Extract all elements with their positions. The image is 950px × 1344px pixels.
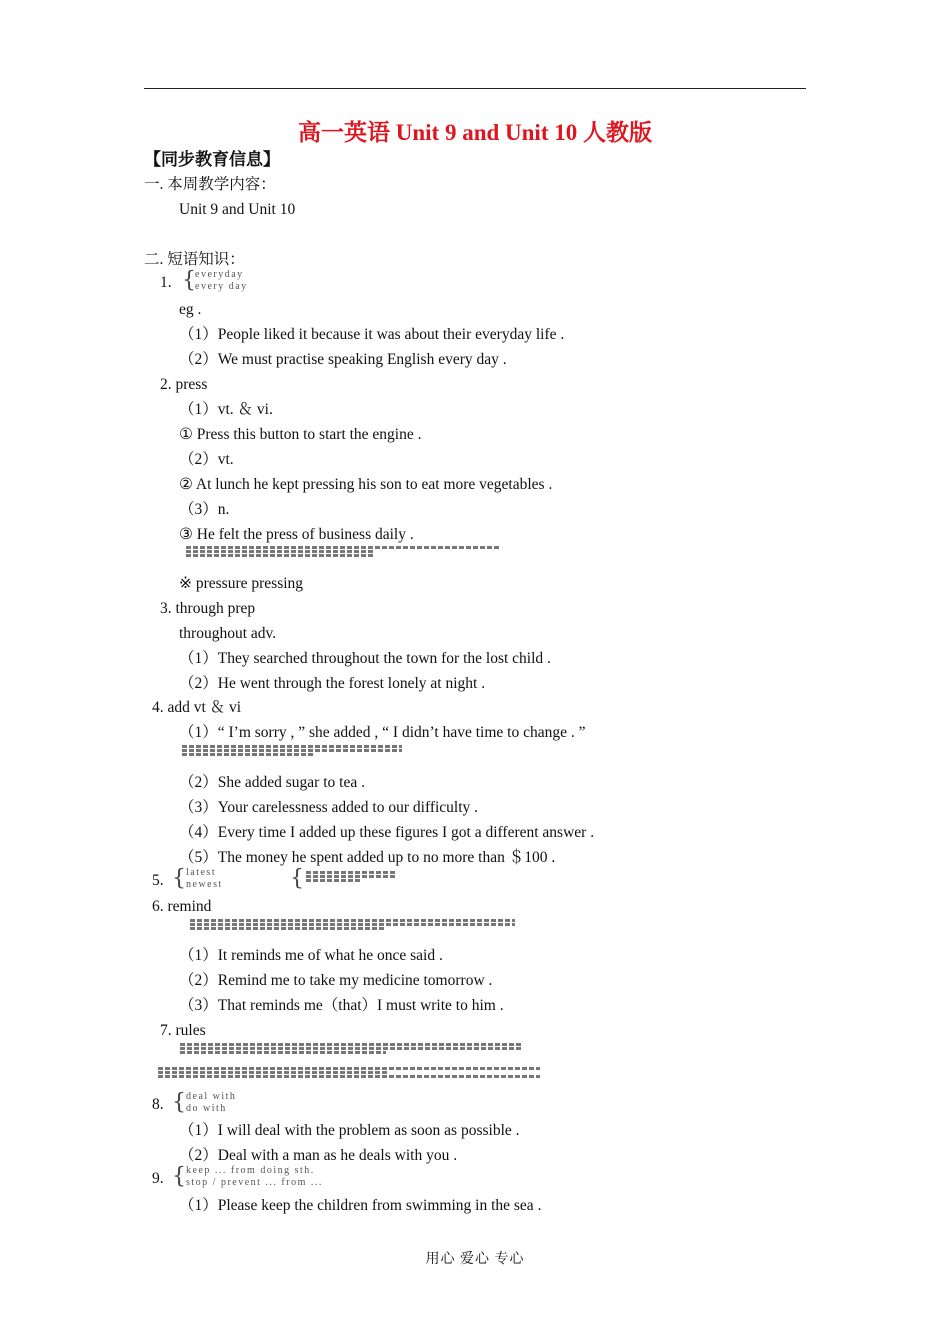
item6-phrase-graphic (190, 918, 515, 934)
item6-example-3: （3）That reminds me（that）I must write to him . (179, 997, 504, 1014)
item4-example-1: （1）“ I’m sorry , ” she added , “ I didn’t have time to change . ” (179, 724, 586, 741)
item8-number: 8. (152, 1096, 164, 1113)
item2-example-1: ① Press this button to start the engine . (179, 426, 422, 443)
item1-brace-b: every day (195, 281, 248, 292)
item1-example-2: （2）We must practise speaking English every day . (179, 351, 507, 368)
page-footer: 用心 爱心 专心 (425, 1252, 525, 1267)
item6-example-1: （1）It reminds me of what he once said . (179, 947, 443, 964)
item4-phrase-graphic (182, 744, 402, 760)
item2-heading: 2. press (160, 376, 208, 393)
item9-brace-b: stop / prevent ... from ... (186, 1177, 323, 1188)
item9-number: 9. (152, 1170, 164, 1187)
item3-heading: 3. through prep (160, 600, 256, 617)
item2-example-3: ③ He felt the press of business daily . (179, 526, 414, 543)
item7-phrase-graphic-2 (158, 1066, 540, 1082)
item3-sub: throughout adv. (179, 625, 277, 642)
item4-example-4: （4）Every time I added up these figures I got a different answer . (179, 824, 595, 841)
item5-number: 5. (152, 872, 164, 889)
item1-example-1: （1）People liked it because it was about their everyday life . (179, 326, 565, 343)
item4-heading: 4. add vt ＆ vi (152, 699, 242, 716)
item2-example-2: ② At lunch he kept pressing his son to eat more vegetables . (179, 476, 553, 493)
item9-example-1: （1）Please keep the children from swimming in the sea . (179, 1197, 542, 1214)
item2-phrase-graphic (186, 545, 501, 561)
brace-icon: { (172, 866, 186, 891)
item1-number: 1. (160, 274, 172, 291)
brace-icon: { (172, 1164, 186, 1189)
item8-example-1: （1）I will deal with the problem as soon as possible . (179, 1122, 520, 1139)
item6-heading: 6. remind (152, 898, 212, 915)
item2-sense-2: （2）vt. (179, 451, 234, 468)
brace-icon: { (172, 1090, 186, 1115)
item3-example-2: （2）He went through the forest lonely at night . (179, 675, 486, 692)
item8-brace-a: deal with (186, 1091, 237, 1102)
item5-brace-a: latest (186, 867, 217, 878)
item4-example-3: （3）Your carelessness added to our difficulty . (179, 799, 479, 816)
header-rule (144, 88, 806, 89)
item3-example-1: （1）They searched throughout the town for the lost child . (179, 650, 551, 667)
item9-brace-a: keep ... from doing sth. (186, 1165, 315, 1176)
item4-example-5: （5）The money he spent added up to no more than ＄100 . (179, 849, 556, 866)
part1-content: Unit 9 and Unit 10 (179, 201, 296, 218)
item5-brace-b: newest (186, 879, 223, 890)
item1-brace-a: everyday (195, 269, 244, 280)
brace-icon: { (182, 268, 196, 293)
section-header: 【同步教育信息】 (144, 150, 280, 169)
item7-heading: 7. rules (160, 1022, 206, 1039)
document-title: 高一英语 Unit 9 and Unit 10 人教版 (298, 120, 652, 145)
item5-phrase-graphic (306, 870, 396, 886)
part1-heading: 一. 本周教学内容： (144, 176, 276, 193)
part2-heading: 二. 短语知识： (144, 251, 245, 268)
brace-icon: { (290, 866, 304, 891)
item7-phrase-graphic-1 (180, 1042, 523, 1058)
item2-sense-1: （1）vt. ＆ vi. (179, 401, 273, 418)
item2-sense-3: （3）n. (179, 501, 230, 518)
item4-example-2: （2）She added sugar to tea . (179, 774, 365, 791)
item8-example-2: （2）Deal with a man as he deals with you . (179, 1147, 458, 1164)
item8-brace-b: do with (186, 1103, 227, 1114)
item2-note: ※ pressure pressing (179, 575, 304, 592)
item1-eg: eg . (179, 301, 202, 318)
item6-example-2: （2）Remind me to take my medicine tomorrow . (179, 972, 493, 989)
